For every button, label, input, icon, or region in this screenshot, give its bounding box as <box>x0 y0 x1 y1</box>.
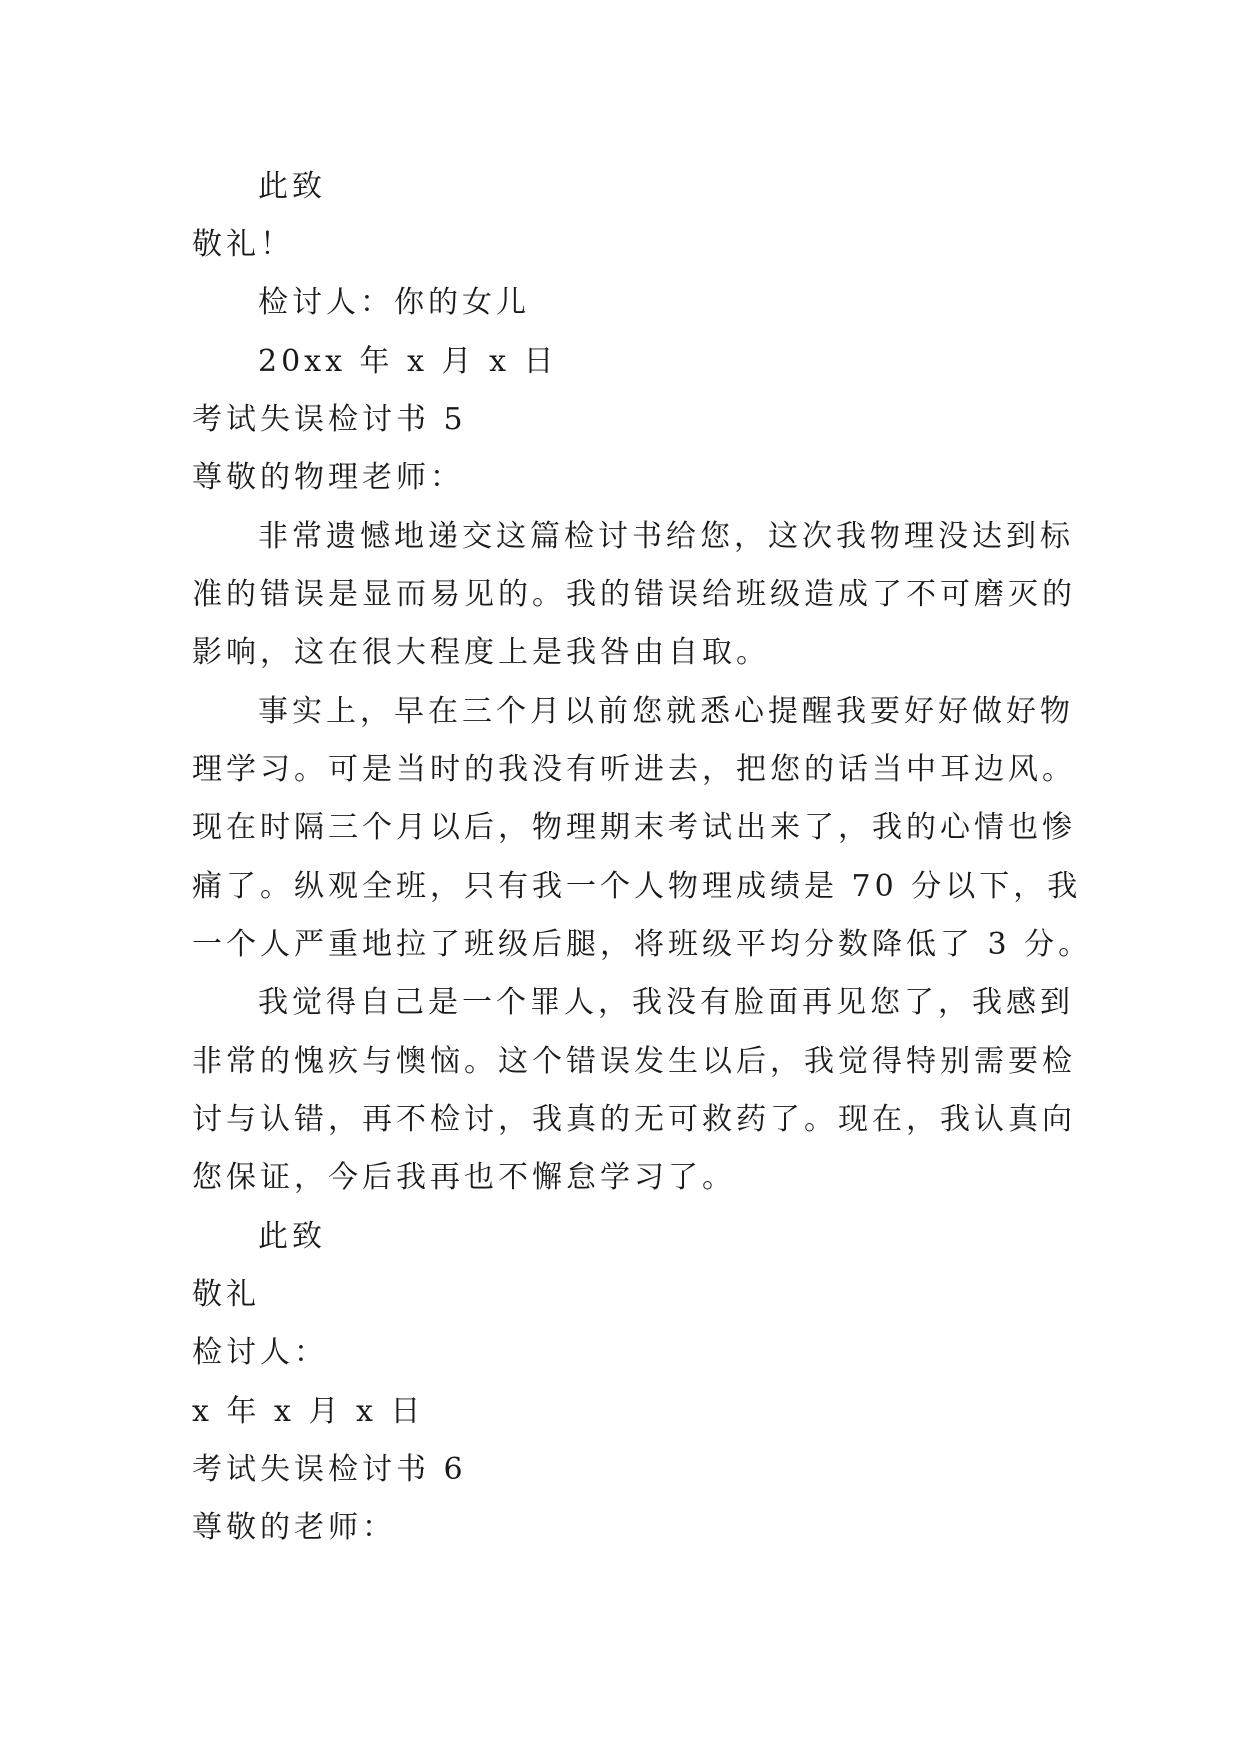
salutation: 敬礼 <box>192 1277 260 1312</box>
paragraph-line: 非常的愧疚与懊恼。这个错误发生以后，我觉得特别需要检 <box>192 1044 1076 1079</box>
date-line: x 年 x 月 x 日 <box>192 1394 425 1429</box>
section-title: 考试失误检讨书 5 <box>192 402 467 437</box>
paragraph-line: 现在时隔三个月以后，物理期末考试出来了，我的心情也惨 <box>192 810 1076 845</box>
paragraph-line: 一个人严重地拉了班级后腿，将班级平均分数降低了 3 分。 <box>192 927 1093 962</box>
paragraph-line: 事实上，早在三个月以前您就悉心提醒我要好好做好物 <box>258 694 1074 729</box>
recipient-line: 尊敬的老师： <box>192 1510 396 1545</box>
recipient-line: 尊敬的物理老师： <box>192 460 464 495</box>
date-line: 20xx 年 x 月 x 日 <box>258 344 558 379</box>
signature-line: 检讨人： <box>192 1335 328 1370</box>
section-title: 考试失误检讨书 6 <box>192 1452 467 1487</box>
paragraph-line: 讨与认错，再不检讨，我真的无可救药了。现在，我认真向 <box>192 1102 1076 1137</box>
paragraph-line: 非常遗憾地递交这篇检讨书给您，这次我物理没达到标 <box>258 519 1074 554</box>
paragraph-line: 影响，这在很大程度上是我咎由自取。 <box>192 635 770 670</box>
salutation: 敬礼！ <box>192 227 294 262</box>
closing-phrase: 此致 <box>258 169 326 204</box>
closing-phrase: 此致 <box>258 1219 326 1254</box>
paragraph-line: 痛了。纵观全班，只有我一个人物理成绩是 70 分以下，我 <box>192 869 1082 904</box>
paragraph-line: 准的错误是显而易见的。我的错误给班级造成了不可磨灭的 <box>192 577 1076 612</box>
paragraph-line: 理学习。可是当时的我没有听进去，把您的话当中耳边风。 <box>192 752 1076 787</box>
paragraph-line: 您保证，今后我再也不懈怠学习了。 <box>192 1160 736 1195</box>
paragraph-line: 我觉得自己是一个罪人，我没有脸面再见您了，我感到 <box>258 985 1074 1020</box>
signature-line: 检讨人：你的女儿 <box>258 285 530 320</box>
